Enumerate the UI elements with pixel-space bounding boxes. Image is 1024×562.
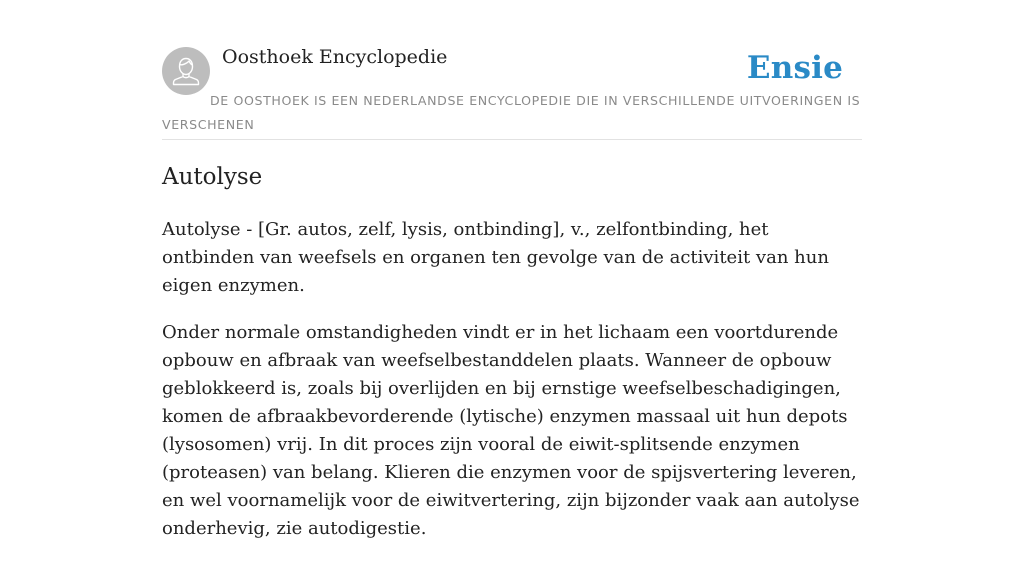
article-paragraph: Onder normale omstandigheden vindt er in het lichaam een voortdurende opbouw en afbraak van weefselbestanddelen plaats. Wanneer de opbouw geblokkeerd is, zoals bij overlijden en bij ernstige weefselbeschadigingen, komen de afbraakbevorderende (lytische) enzymen massaal uit hun depots (lysosomen) vrij. In dit proces zijn vooral de eiwit-splitsende enzymen (proteasen) van belang. Klieren die enzymen voor de spijsvertering leveren, en wel voornamelijk voor de eiwitvertering, zijn bijzonder vaak aan autolyse onderhevig, zie autodigestie. <box>162 322 860 539</box>
source-name[interactable]: Oosthoek Encyclopedie <box>222 46 448 68</box>
source-header <box>162 0 862 140</box>
source-tagline: DE OOSTHOEK IS EEN NEDERLANDSE ENCYCLOPEDIE DIE IN VERSCHILLENDE UITVOERINGEN IS VERSCHENEN <box>162 93 861 132</box>
user-icon <box>162 47 210 95</box>
article-body <box>162 216 862 562</box>
article-title: Autolyse <box>162 164 263 190</box>
avatar[interactable] <box>162 47 210 95</box>
page-container <box>162 0 862 539</box>
brand-logo[interactable]: Ensie <box>746 50 843 86</box>
article-paragraph: Autolyse - [Gr. autos, zelf, lysis, ontbinding], v., zelfontbinding, het ontbinden van weefsels en organen ten gevolge van de activiteit van hun eigen enzymen. <box>162 219 829 296</box>
